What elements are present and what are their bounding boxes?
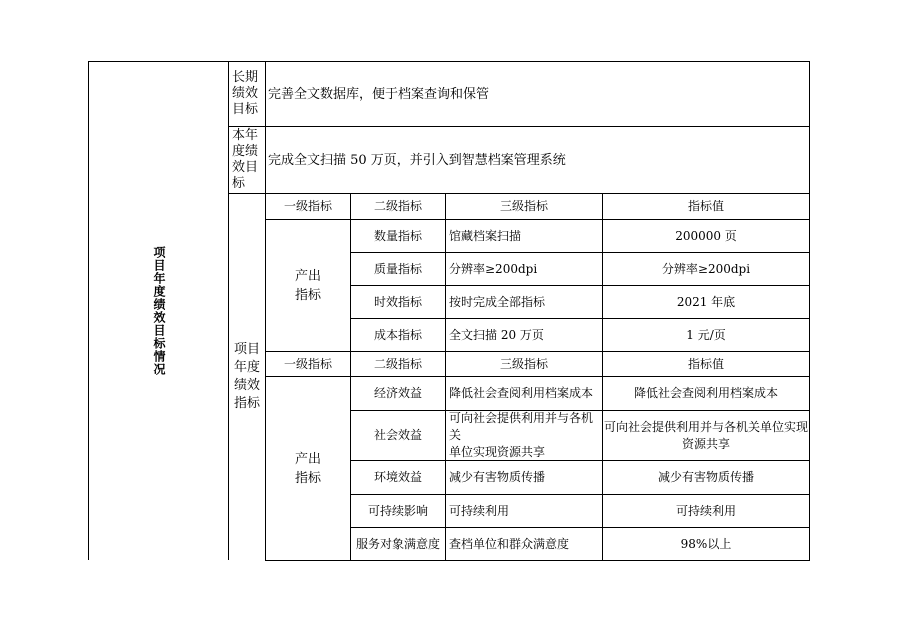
level2-cell: 成本指标	[373, 327, 422, 342]
header-level3: 三级指标	[499, 356, 548, 371]
annual-goal-label: 本年 度绩 效目 标	[232, 128, 259, 191]
value-cell: 1 元/页	[686, 327, 726, 342]
long-term-goal-text: 完善全文数据库，便于档案查询和保管	[268, 86, 490, 102]
annual-goal-text: 完成全文扫描 50 万页，并引入到智慧档案管理系统	[268, 152, 566, 168]
section-title-cell	[89, 62, 228, 560]
level3-cell: 可持续利用	[449, 503, 510, 518]
value-cell: 分辨率≥200dpi	[661, 261, 751, 276]
benefit-group-label: 产出 指标	[294, 451, 321, 486]
indicators-label: 项目 年度 绩效 指标	[233, 342, 260, 411]
level2-cell: 时效指标	[373, 294, 422, 309]
header-level2: 二级指标	[373, 199, 422, 213]
level3-cell: 分辨率≥200dpi	[449, 261, 538, 276]
rule	[265, 560, 810, 561]
output-group-label: 产出 指标	[294, 268, 321, 303]
level2-cell: 可持续影响	[367, 503, 428, 518]
value-cell: 2021 年底	[676, 294, 736, 309]
value-cell: 降低社会查阅利用档案成本	[633, 386, 778, 400]
section-title: 项目年度绩效目标情况	[152, 246, 166, 376]
level3-cell: 按时完成全部指标	[449, 294, 546, 309]
level3-cell: 可向社会提供利用并与各机关 单位实现资源共享	[449, 411, 594, 459]
level2-cell: 数量指标	[373, 228, 422, 243]
value-cell: 减少有害物质传播	[657, 470, 754, 484]
value-cell: 200000 页	[675, 228, 737, 243]
header-value: 指标值	[687, 199, 724, 213]
value-cell: 可持续利用	[675, 503, 736, 518]
header-level1: 一级指标	[283, 356, 332, 371]
level2-cell: 社会效益	[373, 428, 422, 442]
level3-cell: 降低社会查阅利用档案成本	[449, 386, 594, 400]
level2-cell: 服务对象满意度	[355, 536, 440, 551]
level2-cell: 环境效益	[373, 470, 422, 484]
header-level2: 二级指标	[373, 356, 422, 371]
level3-cell: 全文扫描 20 万页	[449, 327, 544, 342]
level3-cell: 馆藏档案扫描	[449, 228, 522, 243]
long-term-goal-label: 长期 绩效 目标	[232, 70, 259, 117]
header-value: 指标值	[687, 356, 724, 371]
header-level1: 一级指标	[283, 199, 332, 213]
level3-cell: 减少有害物质传播	[449, 470, 546, 484]
level2-cell: 质量指标	[373, 261, 422, 276]
rule	[809, 61, 810, 560]
level3-cell: 查档单位和群众满意度	[449, 536, 570, 551]
value-cell: 可向社会提供利用并与各机关单位实现 资源共享	[603, 419, 808, 451]
value-cell: 98%以上	[680, 536, 732, 551]
header-level3: 三级指标	[499, 199, 548, 213]
level2-cell: 经济效益	[373, 386, 422, 400]
